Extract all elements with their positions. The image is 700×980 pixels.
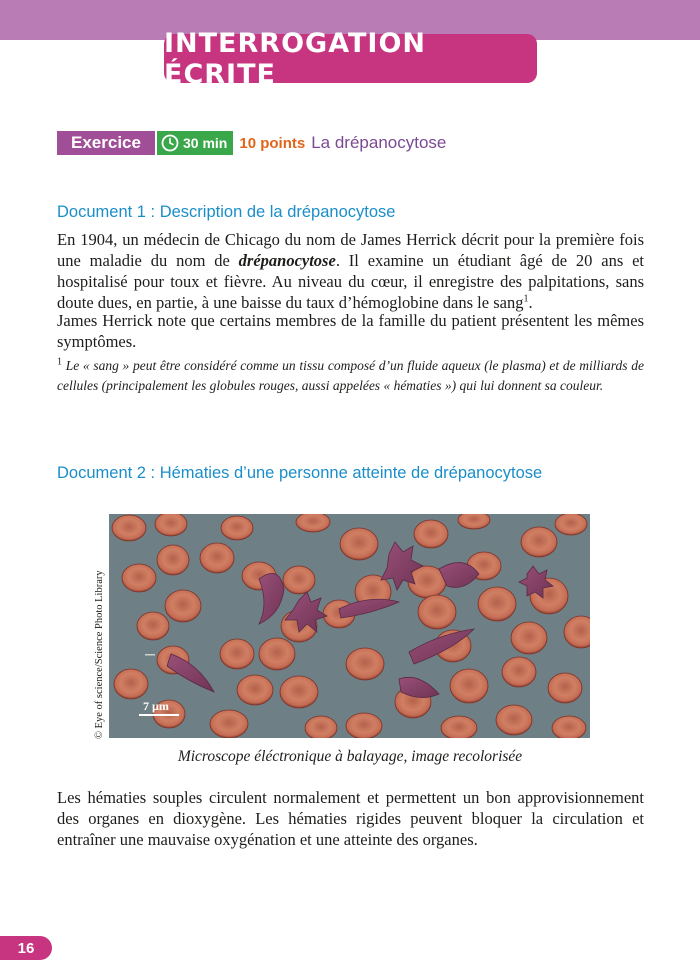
document-1-footnote	[57, 356, 644, 395]
clock-icon	[161, 134, 179, 152]
photo-credit: © Eye of science/Science Photo Library	[94, 570, 105, 739]
sickle-cell-micrograph	[109, 514, 590, 738]
exercise-label: Exercice	[57, 131, 155, 155]
doc1-text-a: En 1904, un médecin de Chicago du nom de James Herrick décrit pour la première fois une maladie du nom de	[57, 230, 644, 270]
page-title: INTERROGATION ÉCRITE	[164, 34, 537, 83]
footnote-text: Le « sang » peut être considéré comme un tissu composé d’un fluide aqueux (le plasma) et de milliards de cellules (principalement les globules rouges, aussi appelées « hématies ») qui lui donnent sa couleur.	[57, 358, 644, 393]
scale-label: 7 µm	[143, 699, 169, 713]
page-number: 16	[0, 936, 52, 960]
document-1-heading: Document 1 : Description de la drépanocytose	[57, 203, 396, 221]
exercise-topic: La drépanocytose	[311, 133, 447, 152]
footnote-number: 1	[57, 356, 62, 368]
footnote-ref: 1	[523, 293, 529, 305]
figure-caption: Microscope éléctronique à balayage, image recolorisée	[177, 748, 523, 765]
exercise-duration-badge	[157, 131, 233, 155]
doc1-text-end: .	[528, 293, 533, 312]
document-1-paragraph-1	[57, 229, 644, 313]
scale-bar	[139, 714, 179, 716]
exercise-points: 10 points	[239, 134, 306, 152]
doc1-text-b: . Il examine un étudiant âgé de 20 ans et hospitalisé pour toux et fièvre. Au niveau du cœur, il enregistre des palpitations, sans doute dues, en partie, à une baisse du taux d’hémoglobine dans le sang	[57, 251, 644, 312]
exercise-bar	[57, 131, 446, 155]
document-1-paragraph-2: James Herrick note que certains membres de la famille du patient présentent les mêmes symptômes.	[57, 311, 644, 351]
exercise-duration: 30 min	[183, 135, 228, 151]
document-2-heading: Document 2 : Hématies d’une personne atteinte de drépanocytose	[57, 464, 543, 482]
doc1-term-drepanocytose: drépanocytose	[238, 251, 336, 270]
document-2-paragraph: Les hématies souples circulent normalement et permettent un bon approvisionnement des organes en dioxygène. Les hématies rigides peuvent bloquer la circulation et entraîner une mauvaise oxygénation et une atteinte des organes.	[57, 788, 644, 849]
